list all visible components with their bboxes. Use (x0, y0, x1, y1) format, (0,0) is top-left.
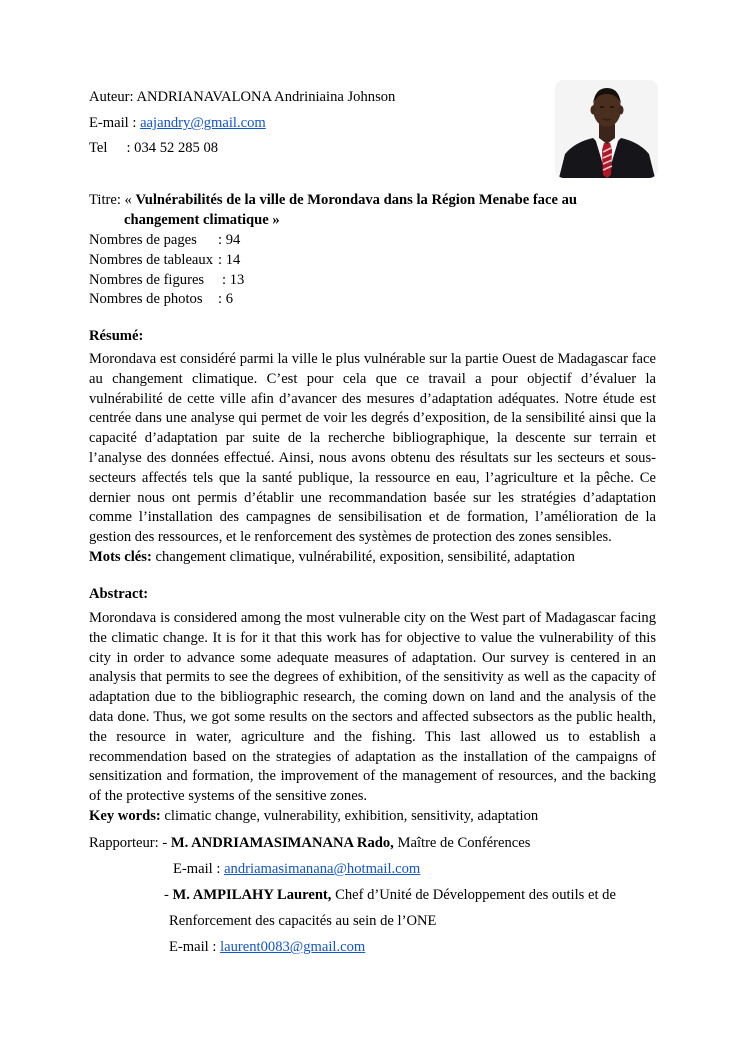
rapporteur-label: Rapporteur: - (89, 835, 168, 851)
author-photo (555, 80, 658, 178)
stat-value: : 13 (222, 272, 245, 288)
resume-text: Morondava est considéré parmi la ville le plus vulnérable sur la partie Ouest de Madagascar face au changement climatique. C’est pour cela que ce travail a pour objectif d’évaluer la vulnérabilité de cette ville afin d’avancer des mesures d’adaptation adéquates. Notre étude est centrée dans une analyse qui permet de voir les degrés d’exposition, de la sensibilité ainsi que la capacité d’adaptation par suite de la recherche bibliographique, la descente sur terrain et l’analyse des données effectué. Ainsi, nous avons obtenu des résultats sur les secteurs et sous-secteurs affectés tels que la santé publique, la ressource en eau, l’agriculture et la pêche. Ce dernier nous ont permis d’établir une recommandation basée sur les stratégies d’adaptation comme l’installation des campagnes de sensibilisation et de formation, l’amélioration de la gestion des ressources, et le renforcement des systèmes de protection des zones sensibles. (89, 351, 656, 546)
abstract-heading-text: Abstract: (89, 586, 149, 602)
stat-label: Nombres de photos (89, 291, 203, 307)
resume-keywords-line (89, 548, 656, 568)
rapporteur-2-dash: - (164, 887, 169, 903)
author-tel-line (89, 138, 218, 158)
resume-paragraph (89, 350, 656, 568)
stat-value: : 14 (218, 252, 241, 268)
stat-tables (89, 250, 240, 270)
thesis-title-line-1 (89, 190, 577, 210)
rapporteur-1-email-line (173, 859, 420, 879)
resume-keywords-label: Mots clés: (89, 548, 152, 565)
abstract-keywords: climatic change, vulnerability, exhibition, sensitivity, adaptation (164, 807, 539, 824)
rapporteur-2-email-line (169, 937, 365, 957)
rapporteur-2-role-line-2 (169, 911, 436, 931)
resume-heading (89, 326, 143, 346)
rapporteur-1-line (89, 833, 530, 853)
author-name: ANDRIANAVALONA Andriniaina Johnson (136, 89, 396, 105)
title-text-2: changement climatique » (124, 212, 280, 228)
stat-figures (89, 270, 244, 290)
rapporteur-2-line (164, 885, 616, 905)
stat-pages (89, 230, 240, 250)
rapporteur-2-role-2: Renforcement des capacités au sein de l’ONE (169, 913, 437, 929)
abstract-keywords-line (89, 807, 656, 827)
stat-value: : 94 (218, 232, 241, 248)
resume-heading-text: Résumé: (89, 328, 144, 344)
rapporteur-1-email-label: E-mail : (173, 861, 221, 877)
rapporteur-2-name: M. AMPILAHY Laurent, (172, 887, 332, 903)
rapporteur-1-email-link[interactable]: andriamasimanana@hotmail.com (224, 861, 421, 877)
author-tel-label: Tel (89, 140, 108, 156)
abstract-heading (89, 584, 148, 604)
abstract-text: Morondava is considered among the most vulnerable city on the West part of Madagascar facing the climatic change. It is for it that this work has for objective to value the vulnerability of this city in order to advance some adequate measures of adaptation. Our survey is centered in an analysis that permits to see the degrees of exhibition, of the sensitivity as well as the capacity of adaptation due to the bibliographic research, the coming down on land and the analysis of the data done. Thus, we got some results on the sectors and affected subsectors as the public health, the resource in water, agriculture and the fishing. This last allowed us to establish a recommendation based on the strategies of adaptation as the installation of the campaigns of sensitization and formation, the improvement of the management of resources, and the backing of the protective systems of the sensitive zones. (89, 610, 656, 805)
resume-keywords: changement climatique, vulnérabilité, exposition, sensibilité, adaptation (155, 548, 575, 565)
abstract-keywords-label: Key words: (89, 807, 161, 824)
stat-label: Nombres de pages (89, 232, 197, 248)
stat-photos (89, 289, 233, 309)
author-email-label: E-mail : (89, 115, 137, 131)
title-label: Titre: « (89, 192, 132, 208)
author-label: Auteur: (89, 89, 134, 105)
rapporteur-2-email-label: E-mail : (169, 939, 217, 955)
abstract-paragraph (89, 609, 656, 827)
rapporteur-2-email-link[interactable]: laurent0083@gmail.com (220, 939, 366, 955)
author-line (89, 87, 395, 107)
thesis-title-line-2 (124, 210, 280, 230)
author-email-link[interactable]: aajandry@gmail.com (140, 115, 266, 131)
stat-value: : 6 (218, 291, 233, 307)
stat-label: Nombres de tableaux (89, 252, 214, 268)
rapporteur-1-role: Maître de Conférences (397, 835, 531, 851)
author-tel-sep: : (126, 140, 131, 156)
rapporteur-2-role-1: Chef d’Unité de Développement des outils et de (335, 887, 616, 903)
stat-label: Nombres de figures (89, 272, 205, 288)
title-text-1: Vulnérabilités de la ville de Morondava dans la Région Menabe face au (135, 192, 577, 208)
author-tel-number: 034 52 285 08 (134, 140, 219, 156)
rapporteur-1-name: M. ANDRIAMASIMANANA Rado, (170, 835, 394, 851)
author-email-line (89, 113, 266, 133)
